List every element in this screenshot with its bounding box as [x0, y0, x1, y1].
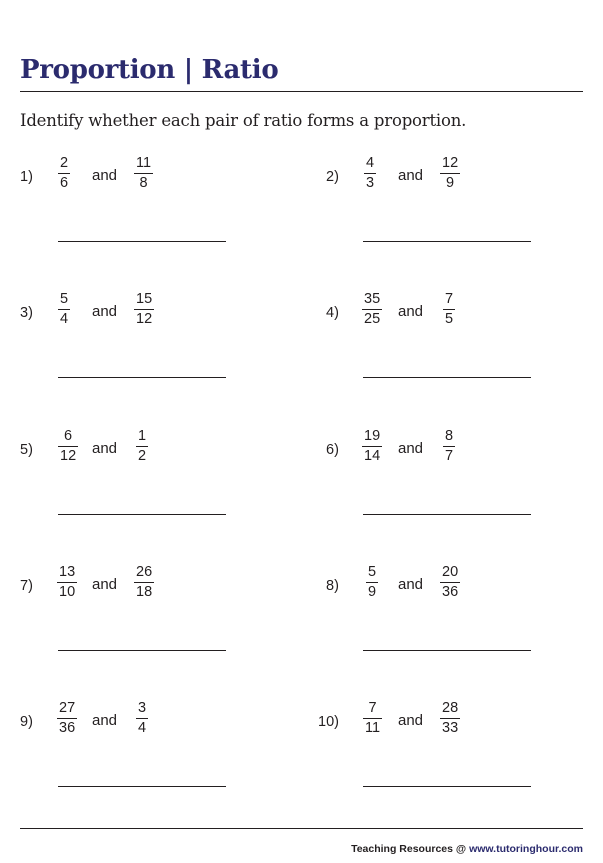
numerator: 2: [60, 155, 69, 171]
denominator: 2: [138, 448, 147, 464]
denominator: 10: [59, 584, 76, 600]
denominator: 3: [366, 175, 375, 191]
numerator: 7: [368, 700, 377, 716]
denominator: 25: [364, 311, 381, 327]
answer-line[interactable]: [58, 241, 226, 242]
fraction-bar: [443, 309, 455, 310]
numerator: 19: [364, 428, 381, 444]
denominator: 9: [446, 175, 455, 191]
fraction-bar: [58, 446, 78, 447]
problem-number: 10): [318, 714, 339, 730]
fraction-first: [362, 428, 382, 465]
fraction-first: [58, 291, 70, 328]
numerator: 4: [366, 155, 375, 171]
problem-7: [20, 564, 300, 674]
fraction-second: [134, 291, 154, 328]
denominator: 6: [60, 175, 69, 191]
answer-line[interactable]: [58, 650, 226, 651]
and-connector: and: [92, 440, 118, 457]
numerator: 35: [364, 291, 381, 307]
answer-line[interactable]: [363, 377, 531, 378]
fraction-second: [136, 700, 148, 737]
and-connector: and: [398, 576, 424, 593]
fraction-second: [440, 564, 460, 601]
fraction-bar: [443, 446, 455, 447]
problem-3: [20, 291, 300, 401]
numerator: 5: [368, 564, 377, 580]
and-connector: and: [398, 712, 424, 729]
denominator: 4: [60, 311, 69, 327]
footer-prefix: Teaching Resources @: [351, 843, 470, 855]
problem-number: 7): [20, 578, 33, 594]
problem-number: 4): [326, 305, 339, 321]
footer-credit: [351, 842, 583, 856]
fraction-bar: [440, 582, 460, 583]
answer-line[interactable]: [363, 786, 531, 787]
fraction-bar: [440, 173, 460, 174]
answer-line[interactable]: [58, 786, 226, 787]
problem-number: 8): [326, 578, 339, 594]
numerator: 1: [138, 428, 147, 444]
fraction-second: [134, 155, 153, 192]
fraction-bar: [134, 309, 154, 310]
denominator: 11: [365, 720, 381, 736]
problem-number: 9): [20, 714, 33, 730]
fraction-bar: [136, 446, 148, 447]
numerator: 13: [59, 564, 76, 580]
fraction-second: [443, 428, 455, 465]
footer-url-link[interactable]: www.tutoringhour.com: [469, 843, 583, 855]
denominator: 18: [136, 584, 153, 600]
fraction-first: [57, 564, 77, 601]
fraction-bar: [57, 718, 77, 719]
numerator: 15: [136, 291, 153, 307]
numerator: 20: [442, 564, 459, 580]
problem-number: 3): [20, 305, 33, 321]
answer-line[interactable]: [363, 514, 531, 515]
denominator: 9: [368, 584, 377, 600]
fraction-first: [362, 291, 382, 328]
fraction-second: [440, 155, 460, 192]
fraction-bar: [58, 309, 70, 310]
problem-number: 1): [20, 169, 33, 185]
footer-divider: [20, 828, 583, 829]
fraction-first: [363, 700, 382, 737]
answer-line[interactable]: [363, 241, 531, 242]
denominator: 12: [60, 448, 77, 464]
numerator: 8: [445, 428, 454, 444]
problem-number: 2): [326, 169, 339, 185]
denominator: 8: [139, 175, 148, 191]
and-connector: and: [92, 712, 118, 729]
problem-1: [20, 155, 300, 265]
denominator: 33: [442, 720, 459, 736]
answer-line[interactable]: [58, 377, 226, 378]
fraction-bar: [134, 173, 153, 174]
fraction-first: [364, 155, 376, 192]
and-connector: and: [92, 576, 118, 593]
denominator: 12: [136, 311, 153, 327]
denominator: 7: [445, 448, 454, 464]
problem-6: [326, 428, 603, 538]
fraction-second: [443, 291, 455, 328]
numerator: 5: [60, 291, 69, 307]
answer-line[interactable]: [58, 514, 226, 515]
numerator: 7: [445, 291, 454, 307]
denominator: 14: [364, 448, 381, 464]
problem-9: [20, 700, 300, 810]
fraction-bar: [134, 582, 154, 583]
fraction-bar: [362, 309, 382, 310]
problem-10: [318, 700, 598, 810]
fraction-bar: [362, 446, 382, 447]
and-connector: and: [398, 303, 424, 320]
fraction-first: [366, 564, 378, 601]
fraction-bar: [58, 173, 70, 174]
numerator: 26: [136, 564, 153, 580]
numerator: 3: [138, 700, 147, 716]
and-connector: and: [398, 440, 424, 457]
fraction-bar: [136, 718, 148, 719]
problem-5: [20, 428, 300, 538]
answer-line[interactable]: [363, 650, 531, 651]
fraction-bar: [57, 582, 77, 583]
problem-4: [326, 291, 603, 401]
fraction-second: [136, 428, 148, 465]
instructions: Identify whether each pair of ratio forms a proportion.: [20, 111, 467, 130]
numerator: 27: [59, 700, 76, 716]
numerator: 11: [136, 155, 152, 171]
denominator: 36: [59, 720, 76, 736]
problem-8: [326, 564, 603, 674]
fraction-bar: [440, 718, 460, 719]
fraction-second: [134, 564, 154, 601]
fraction-bar: [366, 582, 378, 583]
and-connector: and: [398, 167, 424, 184]
and-connector: and: [92, 167, 118, 184]
denominator: 4: [138, 720, 147, 736]
numerator: 6: [64, 428, 73, 444]
fraction-first: [57, 700, 77, 737]
numerator: 12: [442, 155, 459, 171]
fraction-second: [440, 700, 460, 737]
denominator: 36: [442, 584, 459, 600]
worksheet-title: Proportion | Ratio: [20, 55, 279, 85]
denominator: 5: [445, 311, 454, 327]
fraction-bar: [363, 718, 382, 719]
fraction-first: [58, 155, 70, 192]
fraction-bar: [364, 173, 376, 174]
and-connector: and: [92, 303, 118, 320]
fraction-first: [58, 428, 78, 465]
problem-2: [326, 155, 603, 265]
problem-number: 5): [20, 442, 33, 458]
numerator: 28: [442, 700, 459, 716]
title-divider: [20, 91, 583, 92]
problem-number: 6): [326, 442, 339, 458]
